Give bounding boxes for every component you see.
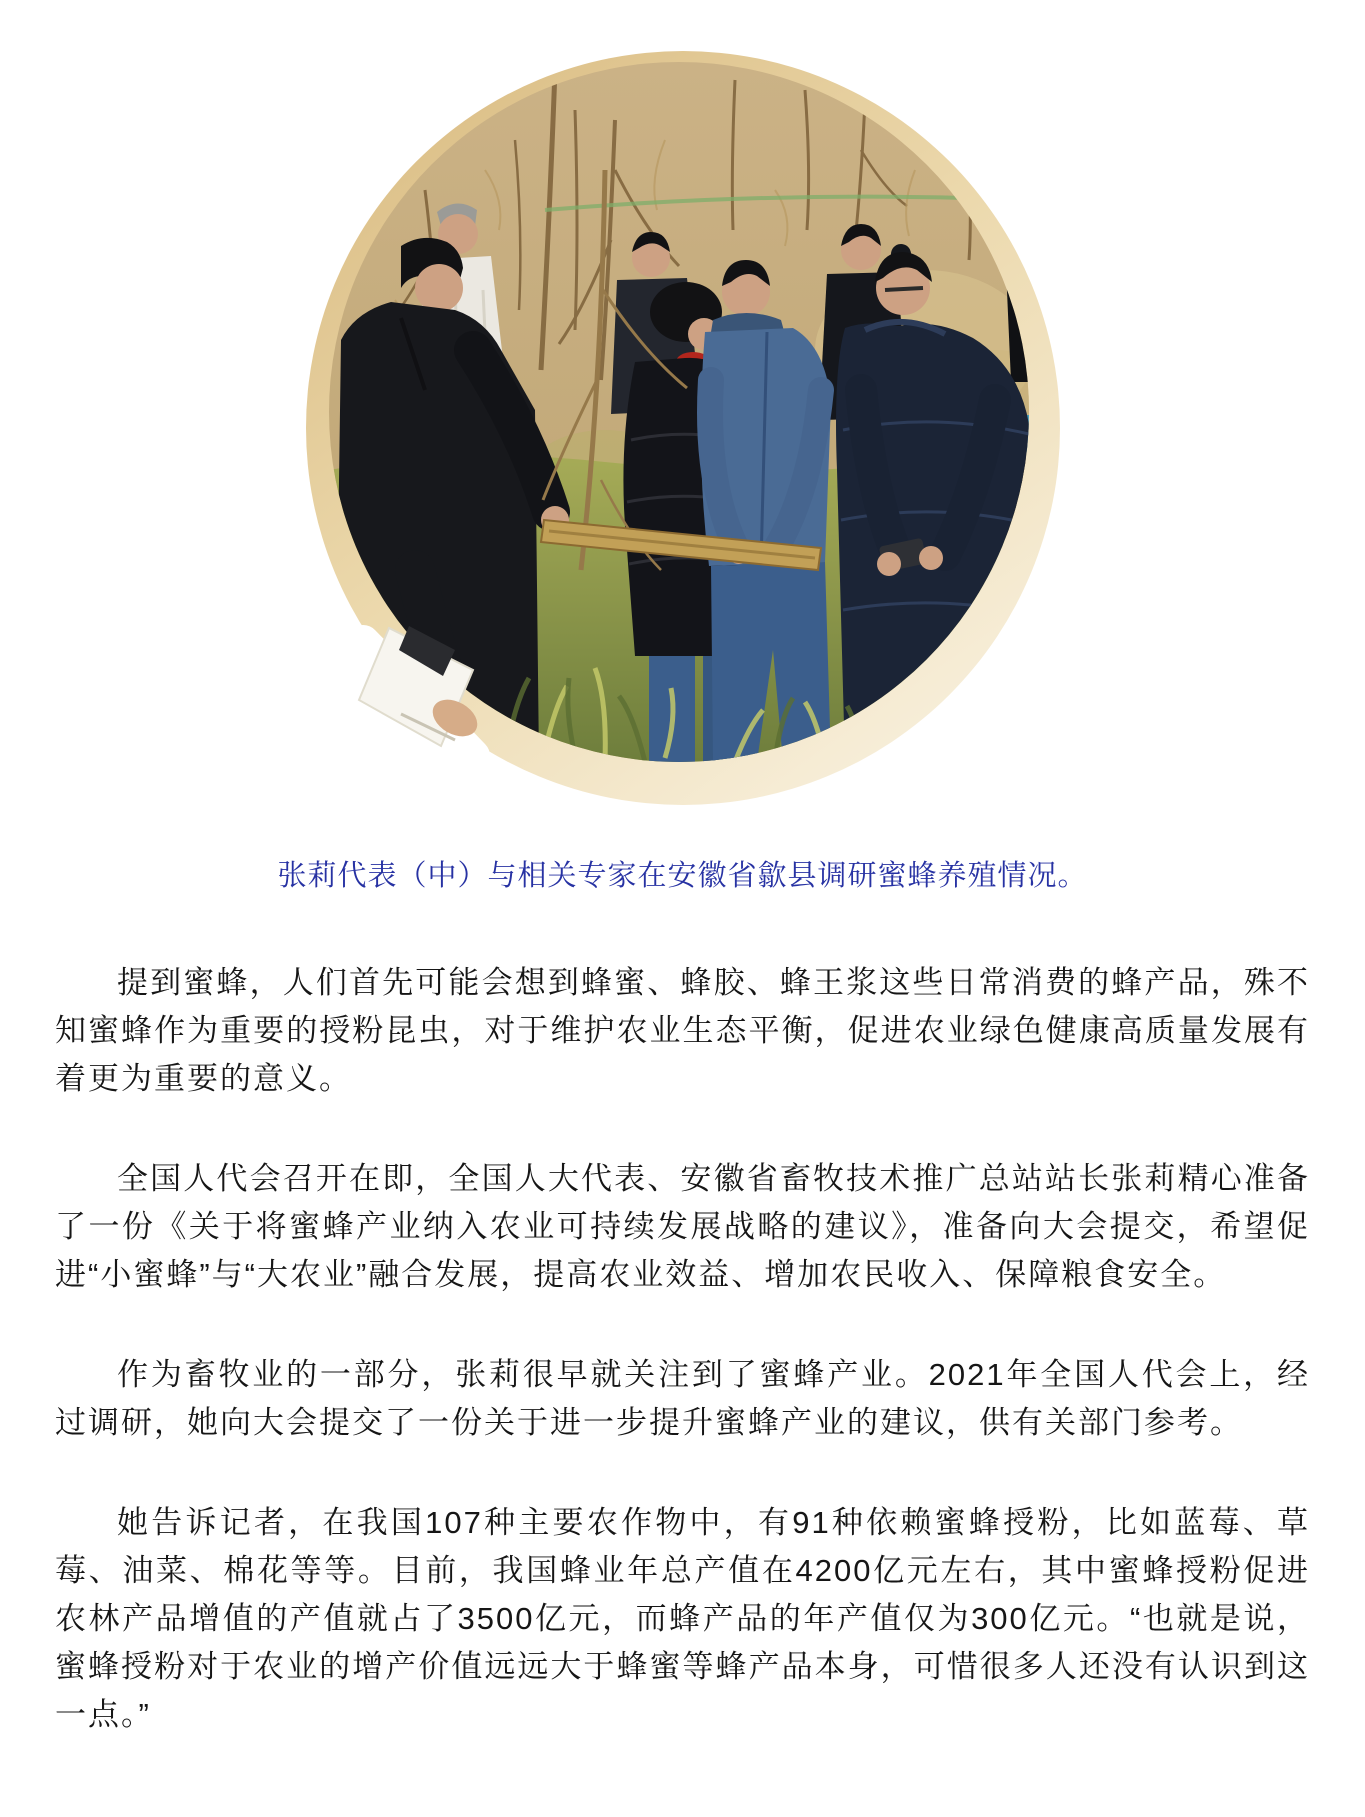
article-page: [0, 50, 1365, 1739]
article-body: [0, 959, 1365, 1739]
article-paragraph: 作为畜牧业的一部分，张莉很早就关注到了蜜蜂产业。2021年全国人代会上，经过调研，她向大会提交了一份关于进一步提升蜜蜂产业的建议，供有关部门参考。: [55, 1357, 1310, 1440]
photo-caption: 张莉代表（中）与相关专家在安徽省歙县调研蜜蜂养殖情况。: [277, 860, 1088, 892]
hero-photo: [305, 50, 1061, 806]
article-paragraph: 提到蜜蜂，人们首先可能会想到蜂蜜、蜂胶、蜂王浆这些日常消费的蜂产品，殊不知蜜蜂作为重要的授粉昆虫，对于维护农业生态平衡，促进农业绿色健康高质量发展有着更为重要的意义。: [55, 965, 1310, 1096]
article-paragraph: 全国人代会召开在即，全国人大代表、安徽省畜牧技术推广总站站长张莉精心准备了一份《关于将蜜蜂产业纳入农业可持续发展战略的建议》，准备向大会提交，希望促进“小蜜蜂”与“大农业”融合发展，提高农业效益、增加农民收入、保障粮食安全。: [55, 1161, 1310, 1292]
glasses-icon: [885, 288, 923, 290]
article-paragraph: 她告诉记者，在我国107种主要农作物中，有91种依赖蜜蜂授粉，比如蓝莓、草莓、油菜、棉花等等。目前，我国蜂业年总产值在4200亿元左右，其中蜜蜂授粉促进农林产品增值的产值就占了3500亿元，而蜂产品的年产值仅为300亿元。“也就是说，蜜蜂授粉对于农业的增产价值远远大于蜂蜜等蜂产品本身，可惜很多人还没有认识到这一点。”: [55, 1505, 1310, 1732]
photo-illustration: [305, 50, 1061, 806]
